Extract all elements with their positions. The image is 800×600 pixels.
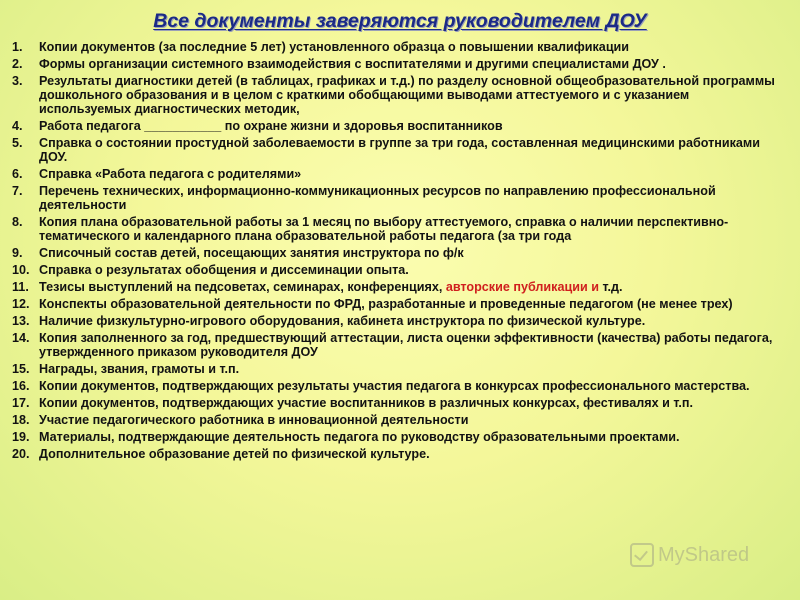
document-list <box>12 40 782 464</box>
item-number: 1. <box>12 40 23 54</box>
list-item <box>12 430 782 444</box>
list-item <box>12 57 782 71</box>
watermark-text: MyShared <box>658 543 750 566</box>
item-number: 15. <box>12 362 30 376</box>
item-text-part: Тезисы выступлений на педсоветах, семинарах, конференциях, <box>39 280 446 294</box>
item-number: 2. <box>12 57 23 71</box>
list-item <box>12 331 782 359</box>
item-text: Копии документов, подтверждающих результаты участия педагога в конкурсах профессионального мастерства. <box>39 379 750 393</box>
list-item <box>12 263 782 277</box>
list-item <box>12 40 782 54</box>
list-item <box>12 297 782 311</box>
item-text: Списочный состав детей, посещающих занятия инструктора по ф/к <box>39 246 464 260</box>
item-text: Материалы, подтверждающие деятельность педагога по руководству образовательными проектами. <box>39 430 680 444</box>
item-text: Перечень технических, информационно-коммуникационных ресурсов по направлению профессиональной деятельности <box>39 184 716 212</box>
list-item <box>12 379 782 393</box>
list-item <box>12 246 782 260</box>
list-item <box>12 215 782 243</box>
item-number: 3. <box>12 74 23 88</box>
item-text: Справка о результатах обобщения и диссеминации опыта. <box>39 263 409 277</box>
list-item <box>12 396 782 410</box>
item-text: Наличие физкультурно-игрового оборудования, кабинета инструктора по физической культуре. <box>39 314 646 328</box>
item-number: 18. <box>12 413 30 427</box>
list-item <box>12 362 782 376</box>
item-number: 11. <box>12 280 29 294</box>
page-title: Все документы заверяются руководителем ДОУ <box>153 10 647 32</box>
item-text: Участие педагогического работника в инновационной деятельности <box>39 413 469 427</box>
item-text: Справка о состоянии простудной заболеваемости в группе за три года, составленная медицинскими работниками ДОУ. <box>39 136 760 164</box>
item-text: Копии документов (за последние 5 лет) установленного образца о повышении квалификации <box>39 40 630 54</box>
item-text: Награды, звания, грамоты и т.п. <box>39 362 240 376</box>
item-text: Результаты диагностики детей (в таблицах, графиках и т.д.) по разделу основной общеобразовательной программы дошкольного образования и в целом с краткими обобщающими выводами аттестуемого и с указанием используемых диагностических методик, <box>39 74 775 116</box>
item-text: Справка «Работа педагога с родителями» <box>39 167 302 181</box>
list-item <box>12 447 782 461</box>
list-item <box>12 119 782 133</box>
item-number: 13. <box>12 314 30 328</box>
item-text: Конспекты образовательной деятельности по ФРД, разработанные и проведенные педагогом (не менее трех) <box>39 297 733 311</box>
item-text <box>39 280 782 294</box>
item-number: 14. <box>12 331 30 345</box>
watermark <box>630 543 749 567</box>
item-number: 19. <box>12 430 30 444</box>
list-item <box>12 413 782 427</box>
item-text: Копии документов, подтверждающих участие воспитанников в различных конкурсах, фестивалях и т.п. <box>39 396 693 410</box>
item-number: 7. <box>12 184 23 198</box>
list-item <box>12 280 782 294</box>
item-number: 17. <box>12 396 30 410</box>
item-text: Дополнительное образование детей по физической культуре. <box>39 447 430 461</box>
list-item <box>12 167 782 181</box>
item-number: 4. <box>12 119 23 133</box>
item-number: 16. <box>12 379 30 393</box>
item-text: Формы организации системного взаимодействия с воспитателями и другими специалистами ДОУ . <box>39 57 666 71</box>
item-number: 9. <box>12 246 23 260</box>
item-number: 10. <box>12 263 30 277</box>
item-number: 6. <box>12 167 23 181</box>
item-number: 12. <box>12 297 30 311</box>
list-item <box>12 314 782 328</box>
item-number: 5. <box>12 136 23 150</box>
checkmark-logo-icon <box>630 543 654 567</box>
list-item <box>12 74 782 116</box>
item-number: 20. <box>12 447 30 461</box>
list-item <box>12 184 782 212</box>
item-text: Копия заполненного за год, предшествующий аттестации, листа оценки эффективности (качества) работы педагога, утвержденного приказом руководителя ДОУ <box>39 331 773 359</box>
item-text-part: т.д. <box>602 280 623 294</box>
item-number: 8. <box>12 215 23 229</box>
item-text: Работа педагога ___________ по охране жизни и здоровья воспитанников <box>39 119 503 133</box>
highlighted-text: авторские публикации и <box>445 280 603 294</box>
item-text: Копия плана образовательной работы за 1 месяц по выбору аттестуемого, справка о наличии перспективно-тематического и календарного плана образовательной работы педагога (за три года <box>39 215 729 243</box>
list-item <box>12 136 782 164</box>
